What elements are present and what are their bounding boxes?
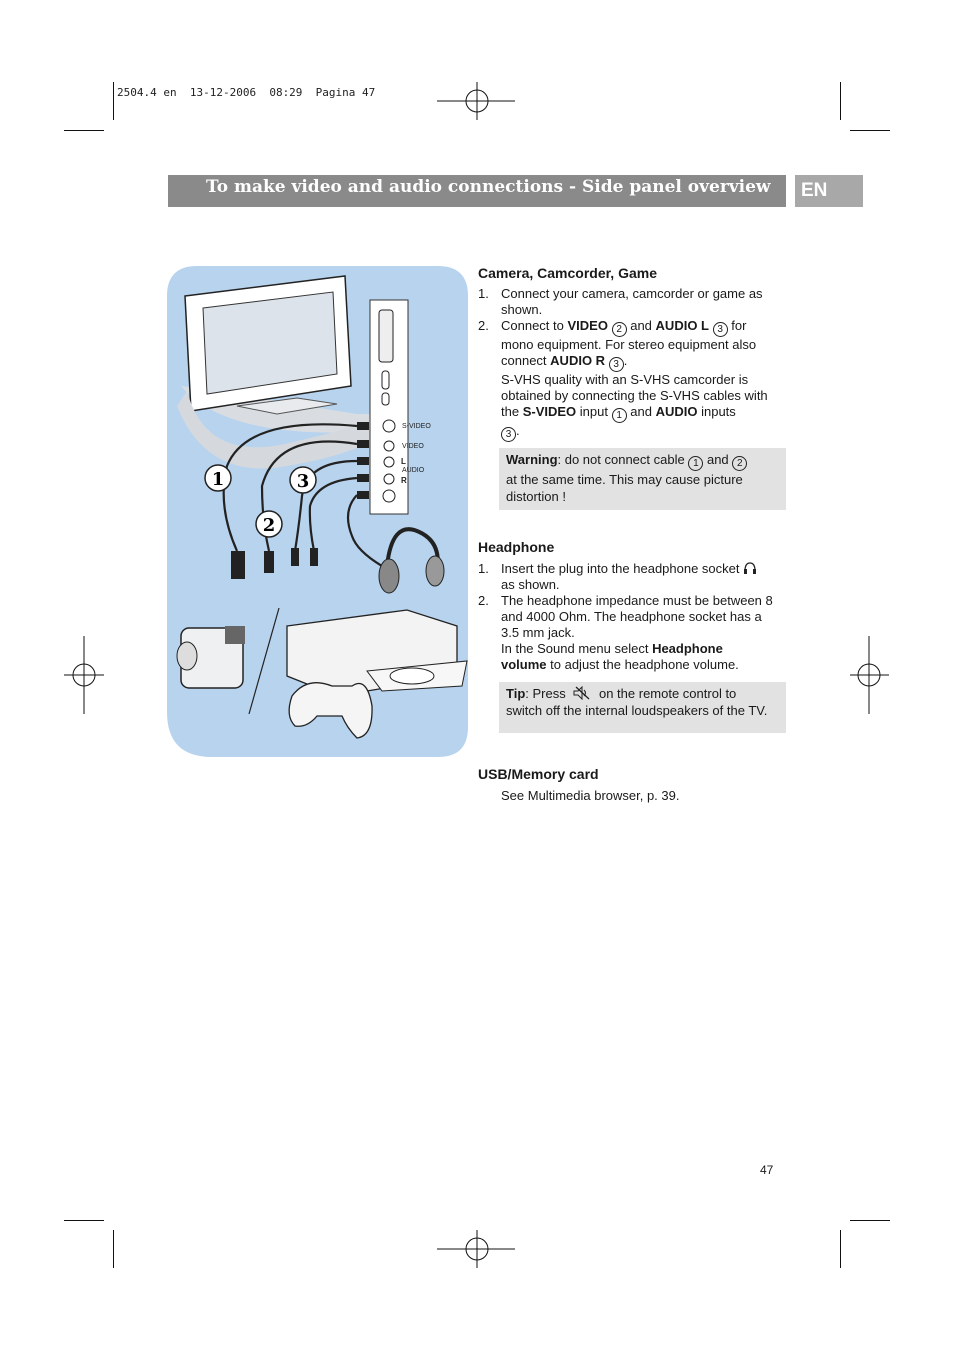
list-number: 1.	[478, 286, 489, 301]
headphone-item-2: The headphone impedance must be between 8 and 4000 Ohm. The headphone socket has a 3.5 mm jack. In the Sound menu select Headphone volume to adjust the headphone volume.	[501, 593, 773, 672]
callout-2: 2	[262, 515, 276, 536]
connection-illustration	[167, 266, 468, 757]
circled-2: 2	[612, 322, 627, 337]
warning-text: Warning: do not connect cable 1 and 2 at the same time. This may cause picture distortion !	[506, 451, 781, 505]
headphone-icon	[743, 561, 757, 575]
camera-list	[478, 286, 788, 442]
headphone-heading: Headphone	[478, 539, 555, 555]
page-title: To make video and audio connections - Side panel overview	[206, 177, 771, 197]
usb-text: See Multimedia browser, p. 39.	[501, 788, 680, 803]
video-label: VIDEO	[402, 443, 424, 450]
tip-text: Tip: Press on the remote control to switch off the internal loudspeakers of the TV.	[506, 686, 768, 718]
circled-3: 3	[713, 322, 728, 337]
callout-3: 3	[296, 471, 310, 492]
callout-1: 1	[211, 469, 225, 490]
headphone-list: 1. Insert the plug into the headphone socket as shown. 2. The headphone impedance must be between 8 and 4000 Ohm. The headphone socket has a 3.5 mm jack. In the Sound menu select Headphone volume to adjust the headphone volume.	[478, 561, 788, 673]
page-number: 47	[760, 1163, 774, 1177]
print-slug: 2504.4 en 13-12-2006 08:29 Pagina 47	[117, 86, 376, 99]
svideo-label: S-VIDEO	[402, 423, 431, 430]
mute-icon	[573, 686, 591, 700]
usb-heading: USB/Memory card	[478, 766, 599, 782]
camera-item-2: Connect to VIDEO 2 and AUDIO L 3 for mono equipment. For stereo equipment also connect AUDIO R 3 . S-VHS quality with an S-VHS camcorder is obtained by connecting the S-VHS cables with the S-VIDEO input 1 and AUDIO inputs 3 .	[501, 318, 768, 440]
camera-heading: Camera, Camcorder, Game	[478, 265, 657, 281]
camera-item-1: Connect your camera, camcorder or game as shown.	[501, 286, 763, 317]
r-label: R	[401, 476, 407, 485]
list-number: 2.	[478, 318, 489, 333]
audio-label: AUDIO	[402, 467, 425, 474]
language-tab: EN	[795, 175, 863, 207]
headphone-item-1: Insert the plug into the headphone socket as shown.	[501, 561, 788, 593]
circled-1: 1	[612, 408, 627, 423]
l-label: L	[401, 457, 406, 466]
circled-3: 3	[609, 357, 624, 372]
circled-3: 3	[501, 427, 516, 442]
camcorder-icon	[177, 626, 245, 688]
